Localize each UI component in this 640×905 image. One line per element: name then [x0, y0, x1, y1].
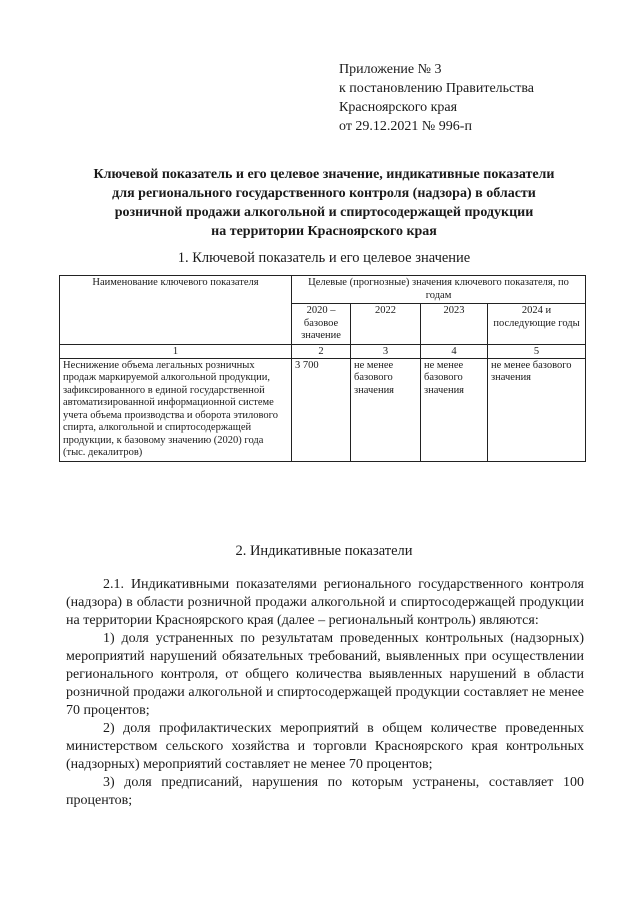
table-column-numbers-row — [60, 344, 586, 358]
list-item: 3) доля предписаний, нарушения по которым устранены, составляет 100 процентов; — [66, 775, 584, 808]
value-2024: не менее базового значения — [488, 358, 586, 461]
header-target-values: Целевые (прогнозные) значения ключевого показателя, по годам — [292, 276, 586, 304]
indicator-name: Неснижение объема легальных розничных продаж маркируемой алкогольной продукции, зафиксированного в единой государственной автоматизированной информационной системе учета объема производства и оборота этилового спирта, алкогольной и спиртосодержащей продукции, к базовому значению (2020) года (тыс. декалитров) — [60, 358, 292, 461]
value-2023: не менее базового значения — [421, 358, 488, 461]
title-line: для регионального государственного контроля (надзора) в области — [112, 186, 536, 201]
appendix-date: от 29.12.2021 № 996-п — [339, 119, 472, 134]
title-line: розничной продажи алкогольной и спиртосодержащей продукции — [114, 205, 534, 220]
year-2023: 2023 — [421, 304, 488, 345]
paragraph-2-1: 2.1. Индикативными показателями регионального государственного контроля (надзора) в области розничной продажи алкогольной и спиртосодержащей продукции на территории Красноярского края (далее – региональный контроль) являются: — [66, 577, 584, 628]
column-number: 2 — [292, 344, 351, 358]
list-item: 2) доля профилактических мероприятий в общем количестве проведенных министерством сельского хозяйства и торговли Красноярского края контрольных (надзорных) мероприятий составляет не менее 70 процентов; — [66, 721, 584, 772]
key-indicator-table — [59, 275, 586, 462]
year-2024-plus: 2024 и последующие годы — [488, 304, 586, 345]
appendix-block — [339, 60, 629, 136]
base-value: 3 700 — [292, 358, 351, 461]
year-2022: 2022 — [351, 304, 421, 345]
document-title — [40, 165, 608, 241]
column-number: 4 — [421, 344, 488, 358]
value-2022: не менее базового значения — [351, 358, 421, 461]
column-number: 5 — [488, 344, 586, 358]
section-2-body — [66, 576, 584, 810]
appendix-region: Красноярского края — [339, 100, 458, 115]
table-header-row — [60, 276, 586, 304]
column-number: 1 — [60, 344, 292, 358]
section-1-heading: 1. Ключевой показатель и его целевое значение — [177, 250, 471, 266]
section-2-heading: 2. Индикативные показатели — [235, 543, 413, 559]
title-line: Ключевой показатель и его целевое значение, индикативные показатели — [93, 167, 555, 182]
appendix-number: Приложение № 3 — [339, 62, 442, 77]
list-item: 1) доля устраненных по результатам проведенных контрольных (надзорных) мероприятий нарушений обязательных требований, выявленных при осуществлении регионального контроля, от общего количества выявленных нарушений в области розничной продажи алкогольной и спиртосодержащей продукции составляет не менее 70 процентов; — [66, 631, 584, 718]
table-row — [60, 358, 586, 461]
title-line: на территории Красноярского края — [211, 224, 437, 239]
appendix-resolution: к постановлению Правительства — [339, 81, 535, 96]
year-2020-base: 2020 – базовое значение — [292, 304, 351, 345]
header-indicator-name: Наименование ключевого показателя — [60, 276, 292, 345]
column-number: 3 — [351, 344, 421, 358]
